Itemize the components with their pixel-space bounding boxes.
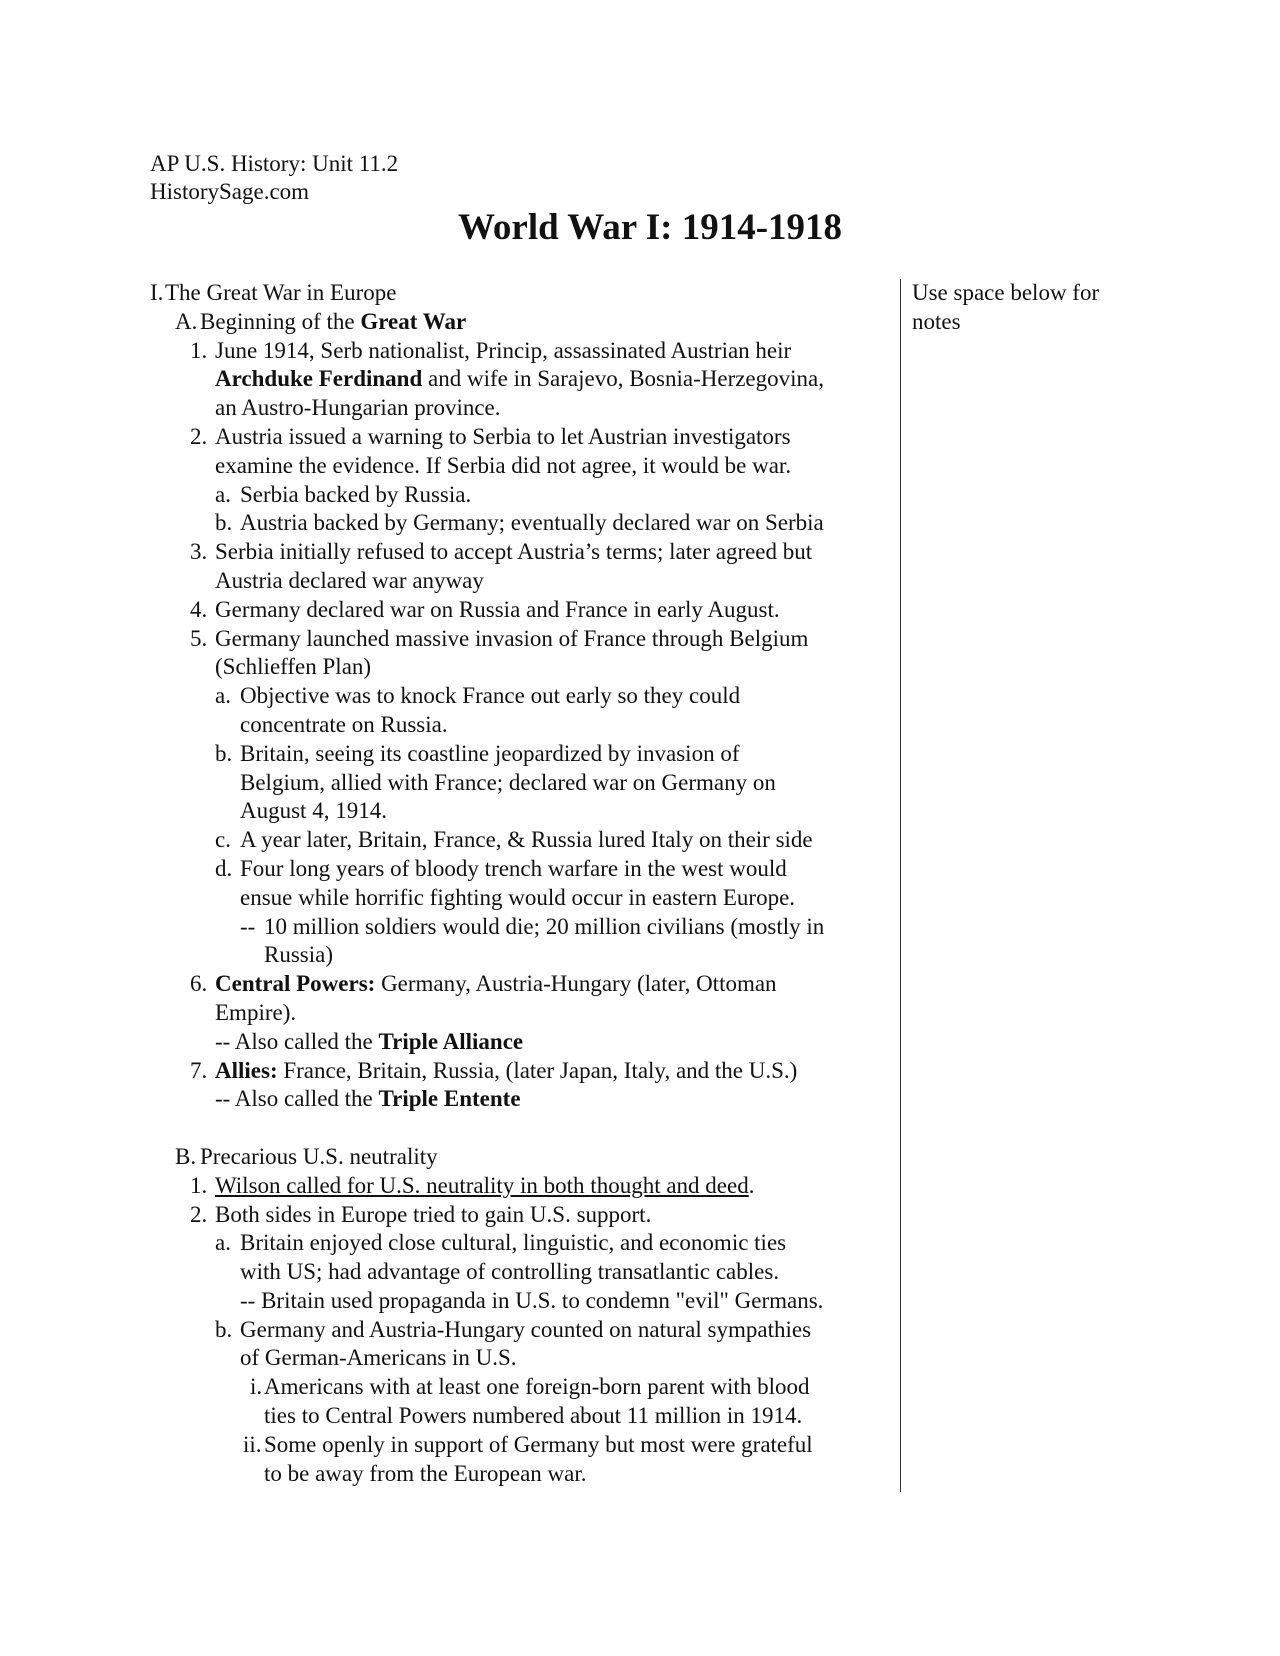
outline-text: of German-Americans in U.S.	[240, 1345, 517, 1371]
outline-text: Serbia backed by Russia.	[240, 481, 472, 507]
outline-line	[150, 1201, 890, 1230]
outline-text: Germany launched massive invasion of France through Belgium	[215, 625, 809, 651]
outline-line	[150, 481, 890, 510]
outline-marker: 2.	[190, 1201, 208, 1227]
page-title: World War I: 1914-1918	[457, 207, 843, 248]
outline-text: Empire).	[215, 999, 297, 1025]
outline-line	[150, 855, 890, 884]
outline-text: Some openly in support of Germany but most were grateful	[264, 1431, 813, 1457]
outline-text: Austria issued a warning to Serbia to let Austrian investigators	[215, 423, 791, 449]
outline-text: Objective was to knock France out early so they could	[240, 683, 741, 709]
outline	[150, 279, 890, 1488]
outline-marker: I.	[150, 280, 164, 305]
outline-text: Americans with at least one foreign-born parent with blood	[264, 1374, 810, 1400]
outline-line	[150, 884, 890, 913]
outline-line	[150, 1085, 890, 1114]
outline-marker: 1.	[190, 337, 208, 363]
outline-marker: 3.	[190, 539, 208, 565]
notes-divider	[900, 279, 901, 1492]
document-header	[150, 150, 398, 206]
outline-text: Russia)	[264, 942, 333, 968]
outline-marker: ii.	[243, 1431, 262, 1457]
outline-line	[150, 711, 890, 740]
outline-line	[150, 682, 890, 711]
outline-marker: a.	[215, 1230, 231, 1256]
outline-marker: 5.	[190, 625, 208, 651]
notes-label: Use space below for notes	[912, 280, 1100, 334]
outline-marker: a.	[215, 683, 231, 709]
outline-text: -- Also called the Triple Alliance	[215, 1028, 524, 1054]
outline-line	[150, 1229, 890, 1258]
outline-line	[150, 625, 890, 654]
outline-line	[150, 394, 890, 423]
outline-text: ensue while horrific fighting would occur in eastern Europe.	[240, 884, 796, 910]
spacer	[150, 1114, 890, 1143]
outline-text: Wilson called for U.S. neutrality in both thought and deed.	[215, 1172, 755, 1198]
outline-line	[150, 1402, 890, 1431]
outline-text: Britain, seeing its coastline jeopardized by invasion of	[240, 740, 740, 766]
outline-line	[150, 1344, 890, 1373]
outline-line	[150, 596, 890, 625]
outline-text: Archduke Ferdinand and wife in Sarajevo, Bosnia-Herzegovina,	[215, 366, 824, 392]
outline-line	[150, 423, 890, 452]
outline-line	[150, 538, 890, 567]
outline-line	[150, 1460, 890, 1489]
outline-line	[150, 913, 890, 942]
outline-text: Belgium, allied with France; declared war on Germany on	[240, 769, 776, 795]
outline-line	[150, 279, 890, 308]
outline-line	[150, 1287, 890, 1316]
subsection-heading: Beginning of the Great War	[200, 308, 467, 334]
outline-text: Both sides in Europe tried to gain U.S. support.	[215, 1201, 652, 1227]
outline-line	[150, 1431, 890, 1460]
site-label: HistorySage.com	[150, 179, 310, 204]
outline-line	[150, 653, 890, 682]
subsection-heading: Precarious U.S. neutrality	[200, 1143, 438, 1169]
outline-line	[150, 970, 890, 999]
outline-text: Britain enjoyed close cultural, linguistic, and economic ties	[240, 1230, 787, 1256]
outline-line	[150, 1316, 890, 1345]
outline-marker: 4.	[190, 596, 208, 622]
outline-text: Four long years of bloody trench warfare in the west would	[240, 855, 787, 881]
outline-text: June 1914, Serb nationalist, Princip, assassinated Austrian heir	[215, 337, 792, 363]
outline-text: to be away from the European war.	[264, 1460, 587, 1486]
outline-line	[150, 509, 890, 538]
outline-text: August 4, 1914.	[240, 798, 387, 824]
outline-line	[150, 769, 890, 798]
outline-text: Allies: France, Britain, Russia, (later Japan, Italy, and the U.S.)	[215, 1057, 798, 1083]
outline-marker: i.	[250, 1374, 263, 1400]
outline-line	[150, 1028, 890, 1057]
outline-marker: b.	[215, 510, 233, 536]
outline-text: A year later, Britain, France, & Russia lured Italy on their side	[240, 827, 813, 853]
outline-line	[150, 452, 890, 481]
section-heading: The Great War in Europe	[165, 280, 397, 305]
outline-text: 10 million soldiers would die; 20 million civilians (mostly in	[264, 913, 825, 939]
outline-marker: --	[240, 913, 256, 939]
outline-text: (Schlieffen Plan)	[215, 654, 372, 680]
outline-line	[150, 999, 890, 1028]
outline-marker: 1.	[190, 1172, 208, 1198]
outline-text: examine the evidence. If Serbia did not agree, it would be war.	[215, 452, 792, 478]
outline-marker: 2.	[190, 423, 208, 449]
outline-text: -- Britain used propaganda in U.S. to condemn "evil" Germans.	[240, 1287, 824, 1313]
outline-line	[150, 740, 890, 769]
outline-marker: b.	[215, 1316, 233, 1342]
outline-line	[150, 308, 890, 337]
course-label: AP U.S. History: Unit 11.2	[150, 151, 399, 176]
outline-marker: 7.	[190, 1057, 208, 1083]
outline-text: concentrate on Russia.	[240, 711, 448, 737]
outline-marker: A.	[175, 308, 198, 334]
outline-text: ties to Central Powers numbered about 11 million in 1914.	[264, 1403, 803, 1429]
outline-text: Austria backed by Germany; eventually declared war on Serbia	[240, 510, 824, 536]
outline-marker: 6.	[190, 971, 208, 997]
outline-marker: b.	[215, 740, 233, 766]
outline-line	[150, 797, 890, 826]
notes-column[interactable]	[912, 279, 1142, 337]
outline-line	[150, 337, 890, 366]
outline-line	[150, 1258, 890, 1287]
outline-line	[150, 365, 890, 394]
outline-line	[150, 1373, 890, 1402]
outline-text: an Austro-Hungarian province.	[215, 395, 501, 421]
outline-line	[150, 941, 890, 970]
outline-line	[150, 1143, 890, 1172]
outline-text: -- Also called the Triple Entente	[215, 1086, 521, 1112]
outline-line	[150, 1057, 890, 1086]
outline-marker: c.	[215, 827, 231, 853]
outline-line	[150, 826, 890, 855]
outline-text: Germany declared war on Russia and France in early August.	[215, 596, 780, 622]
outline-text: with US; had advantage of controlling transatlantic cables.	[240, 1259, 780, 1285]
outline-text: Serbia initially refused to accept Austria’s terms; later agreed but	[215, 539, 813, 565]
outline-line	[150, 1172, 890, 1201]
outline-marker: B.	[175, 1143, 197, 1169]
outline-text: Central Powers: Germany, Austria-Hungary (later, Ottoman	[215, 971, 777, 997]
outline-marker: d.	[215, 855, 233, 881]
outline-marker: a.	[215, 481, 231, 507]
outline-text: Austria declared war anyway	[215, 567, 484, 593]
outline-line	[150, 567, 890, 596]
outline-text: Germany and Austria-Hungary counted on natural sympathies	[240, 1316, 812, 1342]
